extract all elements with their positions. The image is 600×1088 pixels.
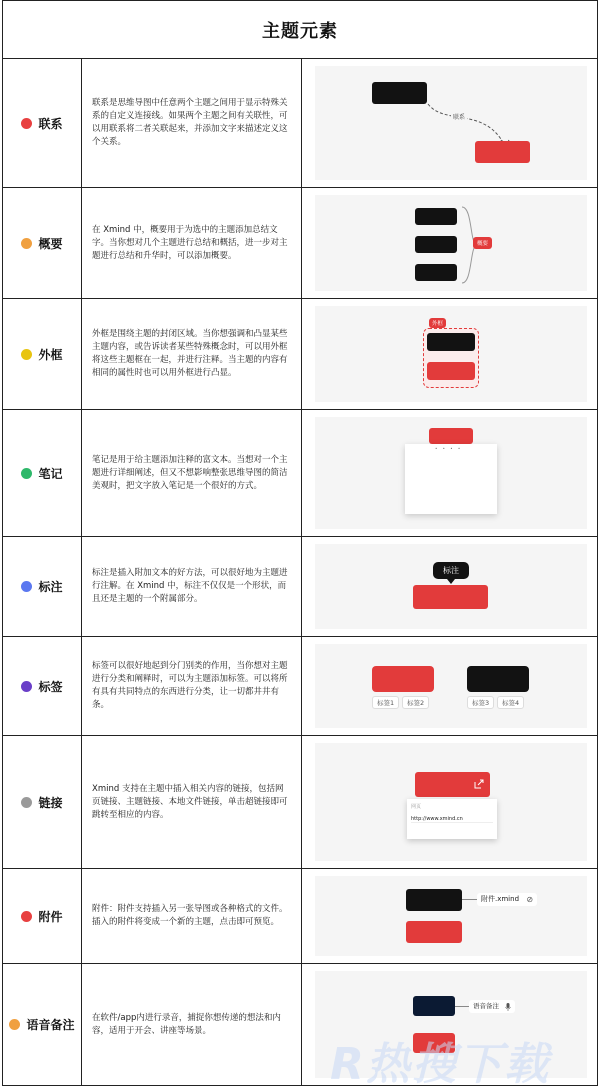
row-summary bbox=[3, 188, 597, 299]
row-relationship bbox=[3, 59, 597, 188]
topic-red bbox=[406, 921, 462, 943]
notes-dot bbox=[21, 468, 32, 479]
row-attachment bbox=[3, 869, 597, 964]
attachment-filename: 附件.xmind bbox=[481, 895, 520, 903]
topic-red bbox=[427, 362, 475, 380]
mic-icon bbox=[505, 1003, 511, 1011]
topic-red bbox=[413, 1033, 455, 1053]
link-popup-label: 网页 bbox=[411, 804, 422, 810]
topic-black bbox=[467, 666, 529, 692]
paperclip-icon: ⊘ bbox=[526, 895, 534, 904]
preview-callout bbox=[315, 544, 587, 629]
row-boundary bbox=[3, 299, 597, 410]
label-chip: 标签3 bbox=[467, 696, 494, 709]
row-notes bbox=[3, 410, 597, 537]
row-description: 外框是围绕主题的封闭区域。当你想强调和凸显某些主题内容，或告诉读者某些特殊概念时，可以用外框将这些主题框在一起，并进行注释。当主题的内容有相同的属性时也可以用外框进行凸显。 bbox=[82, 299, 302, 409]
link-dot bbox=[21, 797, 32, 808]
notes-panel bbox=[405, 444, 497, 514]
row-label: 标注 bbox=[38, 580, 63, 594]
topic-black bbox=[415, 264, 457, 281]
theme-elements-table bbox=[2, 0, 598, 1086]
preview-attachment bbox=[315, 876, 587, 956]
row-description: 标注是插入附加文本的好方法，可以很好地为主题进行注解。在 Xmind 中，标注不仅仅是一个形状，而且还是主题的一个附属部分。 bbox=[82, 537, 302, 636]
row-description: Xmind 支持在主题中插入相关内容的链接，包括网页链接、主题链接、本地文件链接，单击超链接即可跳转至相应的内容。 bbox=[82, 736, 302, 868]
row-label: 概要 bbox=[38, 236, 63, 251]
row-description: 联系是思维导图中任意两个主题之间用于显示特殊关系的自定义连接线。如果两个主题之间有关联性，可以用联系将二者关联起来，并添加文字来描述定义这个关系。 bbox=[82, 59, 302, 187]
table-title: 主题元素 bbox=[3, 1, 597, 59]
topic-red bbox=[415, 772, 490, 797]
callout-bubble: 标注 bbox=[433, 562, 469, 579]
preview-boundary bbox=[315, 306, 587, 402]
preview-notes bbox=[315, 417, 587, 529]
row-label: 外框 bbox=[38, 347, 63, 362]
topic-black bbox=[415, 236, 457, 253]
label-chip: 标签1 bbox=[372, 696, 399, 709]
topic-black bbox=[427, 333, 475, 351]
row-label: 附件 bbox=[38, 909, 63, 924]
row-label: 语音备注 bbox=[26, 1018, 75, 1032]
row-callout bbox=[3, 537, 597, 637]
link-popup bbox=[407, 799, 497, 839]
topic-dark bbox=[413, 996, 455, 1016]
label-chip: 标签4 bbox=[497, 696, 524, 709]
boundary-dot bbox=[21, 349, 32, 360]
preview-summary bbox=[315, 195, 587, 291]
voice-connector bbox=[455, 1006, 469, 1007]
row-description: 笔记是用于给主题添加注释的富文本。当想对一个主题进行详细阐述，但又不想影响整张思维导图的简洁美观时，把文字放入笔记是一个很好的方式。 bbox=[82, 410, 302, 536]
notes-toolbar: • • • • bbox=[435, 446, 463, 451]
attachment-dot bbox=[21, 911, 32, 922]
label-chip: 标签2 bbox=[402, 696, 429, 709]
voice-chip[interactable] bbox=[469, 1000, 515, 1013]
topic-black bbox=[415, 208, 457, 225]
callout-pointer bbox=[447, 579, 455, 584]
boundary-label: 外框 bbox=[429, 318, 446, 328]
summary-dot bbox=[21, 238, 32, 249]
row-label: 标签 bbox=[38, 679, 63, 694]
topic-red bbox=[372, 666, 434, 692]
attachment-connector bbox=[462, 899, 478, 900]
topic-red bbox=[429, 428, 473, 444]
labels-dot bbox=[21, 681, 32, 692]
row-link bbox=[3, 736, 597, 869]
row-voice-note bbox=[3, 964, 597, 1085]
external-link-icon bbox=[474, 779, 484, 789]
attachment-chip[interactable] bbox=[477, 893, 537, 906]
row-description: 在 Xmind 中，概要用于为选中的主题添加总结文字。当你想对几个主题进行总结和概括，进一步对主题进行总结和升华时，可以添加概要。 bbox=[82, 188, 302, 298]
voice-label: 语音备注 bbox=[473, 1002, 499, 1010]
topic-black bbox=[406, 889, 462, 911]
relationship-dot bbox=[21, 118, 32, 129]
row-label: 联系 bbox=[38, 116, 63, 131]
row-label: 链接 bbox=[38, 795, 63, 810]
preview-link bbox=[315, 743, 587, 861]
preview-labels bbox=[315, 644, 587, 728]
voice-note-dot bbox=[9, 1019, 20, 1030]
summary-topic: 概要 bbox=[473, 237, 492, 249]
preview-voice-note bbox=[315, 971, 587, 1078]
watermark: R热搜下载 bbox=[330, 1039, 550, 1088]
row-description: 标签可以很好地起到分门别类的作用，当你想对主题进行分类和阐释时，可以为主题添加标签。可以将所有具有共同特点的东西进行分类，让一切都井井有条。 bbox=[82, 637, 302, 735]
row-description: 在软件/app内进行录音，捕捉你想传递的想法和内容，适用于开会、讲座等场景。 bbox=[82, 964, 302, 1085]
link-url[interactable]: http://www.xmind.cn bbox=[411, 816, 493, 823]
callout-dot bbox=[21, 581, 32, 592]
preview-relationship bbox=[315, 66, 587, 180]
row-label: 笔记 bbox=[38, 466, 63, 481]
relationship-label: 联系 bbox=[453, 114, 466, 121]
topic-red bbox=[475, 141, 530, 163]
row-description: 附件：附件支持插入另一张导图或各种格式的文件。插入的附件将变成一个新的主题，点击即可预览。 bbox=[82, 869, 302, 963]
row-labels bbox=[3, 637, 597, 736]
topic-red bbox=[413, 585, 488, 609]
